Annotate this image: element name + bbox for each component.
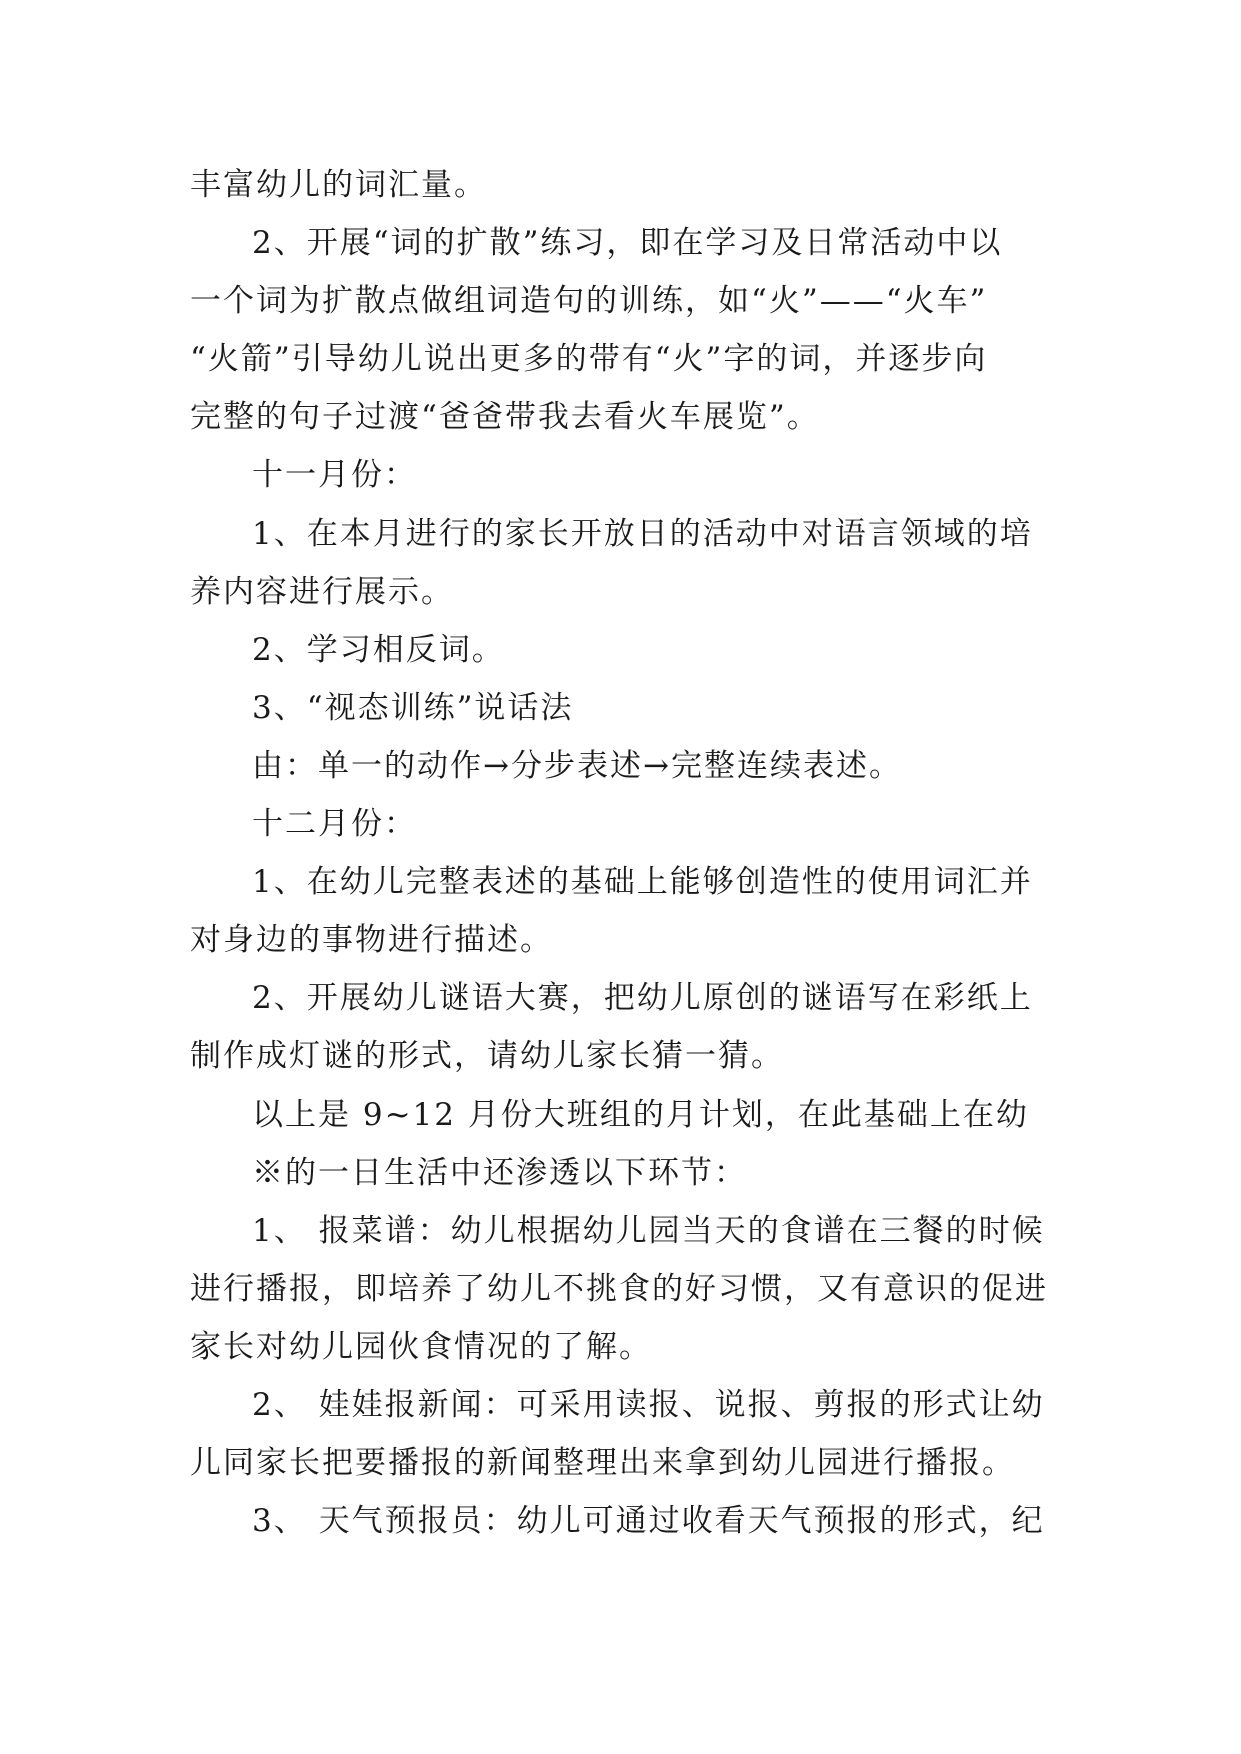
text-line: 以上是 9~12 月份大班组的月计划，在此基础上在幼	[252, 1096, 1029, 1133]
text-line: 3、“视态训练”说话法	[252, 689, 574, 726]
text-line: 养内容进行展示。	[190, 573, 454, 610]
text-line: 2、开展幼儿谜语大赛，把幼儿原创的谜语写在彩纸上	[252, 980, 1033, 1017]
text-line: 2、学习相反词。	[252, 631, 505, 668]
text-line: ※的一日生活中还渗透以下环节：	[252, 1154, 747, 1191]
text-line: 完整的句子过渡“爸爸带我去看火车展览”。	[190, 399, 820, 436]
text-line: 2、 娃娃报新闻：可采用读报、说报、剪报的形式让幼	[252, 1386, 1045, 1423]
text-line: 进行播报，即培养了幼儿不挑食的好习惯，又有意识的促进	[190, 1270, 1048, 1307]
text-line: 由：单一的动作→分步表述→完整连续表述。	[252, 747, 902, 784]
text-line: 1、 报菜谱：幼儿根据幼儿园当天的食谱在三餐的时候	[252, 1212, 1045, 1249]
text-line: 十二月份：	[252, 806, 417, 843]
text-line: 家长对幼儿园伙食情况的了解。	[190, 1328, 652, 1365]
text-line: 一个词为扩散点做组词造句的训练，如“火”——“火车”	[190, 283, 988, 320]
text-line: 2、开展“词的扩散”练习，即在学习及日常活动中以	[252, 225, 1003, 262]
text-line: 对身边的事物进行描述。	[190, 922, 553, 959]
text-line: 制作成灯谜的形式，请幼儿家长猜一猜。	[190, 1038, 784, 1075]
text-line: 儿同家长把要播报的新闻整理出来拿到幼儿园进行播报。	[190, 1445, 1015, 1482]
document-body	[190, 156, 1060, 1550]
text-line: 丰富幼儿的词汇量。	[190, 167, 487, 203]
text-line: 1、在幼儿完整表述的基础上能够创造性的使用词汇并	[252, 864, 1033, 901]
text-line: “火箭”引导幼儿说出更多的带有“火”字的词，并逐步向	[190, 341, 988, 378]
text-line: 十一月份：	[252, 457, 417, 494]
text-line: 1、在本月进行的家长开放日的活动中对语言领域的培	[252, 515, 1033, 552]
text-line: 3、 天气预报员：幼儿可通过收看天气预报的形式，纪	[252, 1503, 1045, 1540]
